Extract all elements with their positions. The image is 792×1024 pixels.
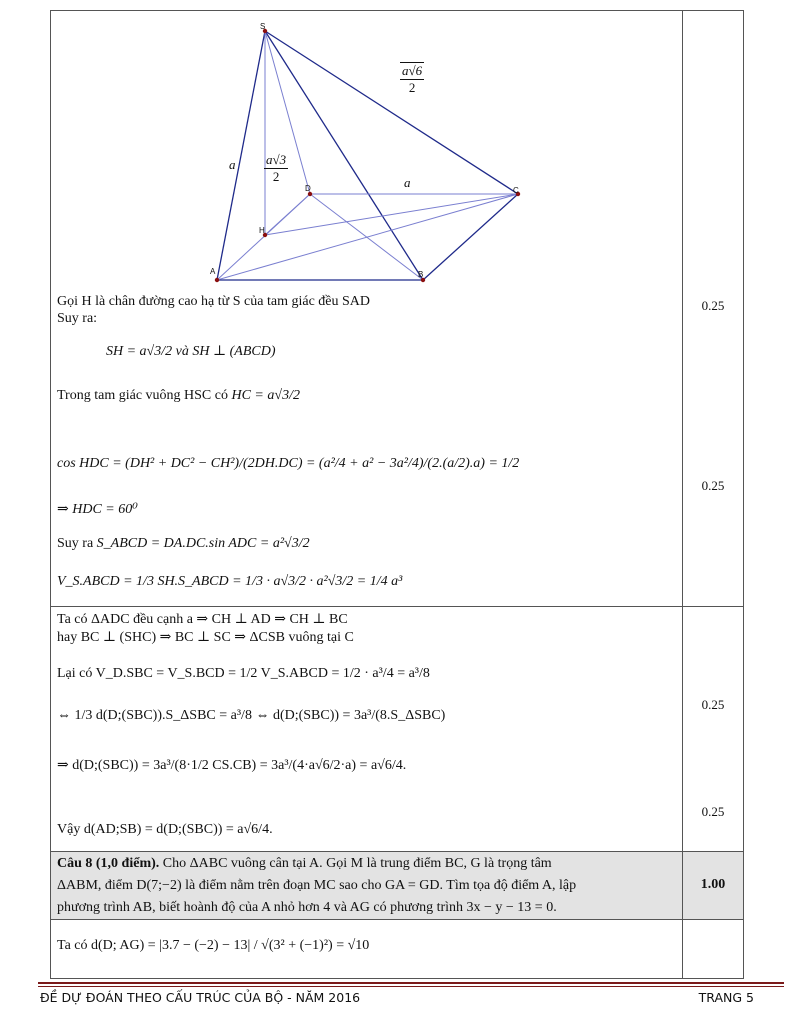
area-sentence: Suy ra S_ABCD = DA.DC.sin ADC = a²√3/2 [57,536,310,551]
score-column-divider [682,10,683,979]
part3-line1: Ta có d(D; AG) = |3.7 − (−2) − 13| / √(3² + (−1)²) = √10 [57,938,370,953]
hc-sentence: Trong tam giác vuông HSC có HC = a√3/2 [57,388,300,403]
footer-title: ĐỀ DỰ ĐOÁN THEO CẤU TRÚC CỦA BỘ - NĂM 2016 [40,990,361,1005]
length-sh: $\frac{a√3}{2}$ [266,152,287,184]
page-number: TRANG 5 [698,990,754,1005]
part2-line6: Vậy d(AD;SB) = d(D;(SBC)) = a√6/4. [57,822,273,837]
footer-rule [38,982,784,984]
label-b: B [418,270,424,279]
part2-line1: Ta có ΔADC đều cạnh a ⇒ CH ⊥ AD ⇒ CH ⊥ BC [57,612,348,627]
label-c: C [513,186,519,195]
q8-line3: phương trình AB, biết hoành độ của A nhỏ hơn 4 và AG có phương trình 3x − y − 13 = 0. [57,900,557,915]
sh-equation: SH = a√3/2 và SH ⊥ (ABCD) [106,344,276,359]
q8-score: 1.00 [700,877,726,892]
score-1: 0.25 [701,298,725,313]
part1-line1: Gọi H là chân đường cao hạ từ S của tam giác đều SAD [57,294,370,309]
volume-equation: V_S.ABCD = 1/3 SH.S_ABCD = 1/3 · a√3/2 · a²√3/2 = 1/4 a³ [57,574,403,589]
row-divider-2 [50,851,744,852]
footer-rule-thin [38,986,784,987]
score-4: 0.25 [701,804,725,819]
label-d: D [305,184,311,193]
q8-line2: ΔABM, điểm D(7;−2) là điểm nằm trên đoạn MC sao cho GA = GD. Tìm tọa độ điểm A, lập [57,878,577,893]
row-divider-3 [50,919,744,920]
part2-line4: ⇔ 1/3 d(D;(SBC)).S_ΔSBC = a³/8 ⇔ d(D;(SBC)) = 3a³/(8.S_ΔSBC) [57,708,446,723]
part2-line5: ⇒ d(D;(SBC)) = 3a³/(8·1/2 CS.CB) = 3a³/(4·a√6/2·a) = a√6/4. [57,758,407,773]
cos-equation: cos HDC = (DH² + DC² − CH²)/(2DH.DC) = (a²/4 + a² − 3a²/4)/(2.(a/2).a) = 1/2 [57,456,520,471]
length-sc: $\frac{a√6}{2}$ [402,63,423,95]
part2-line3: Lại có V_D.SBC = V_S.BCD = 1/2 V_S.ABCD = 1/2 · a³/4 = a³/8 [57,666,430,681]
q8-heading: Câu 8 (1,0 điểm). [57,856,160,871]
part1-line2: Suy ra: [57,311,98,326]
score-3: 0.25 [701,697,725,712]
label-h: H [259,226,265,235]
angle-result: ⇒ HDC = 60⁰ [57,502,138,517]
label-a: A [210,267,216,276]
label-s: S [260,22,266,31]
part2-line2: hay BC ⊥ (SHC) ⇒ BC ⊥ SC ⇒ ΔCSB vuông tại C [57,630,354,645]
score-2: 0.25 [701,478,725,493]
length-dc: a [404,175,411,190]
length-sa: a [229,157,236,172]
pyramid-figure [200,18,540,290]
q8-line1: Câu 8 (1,0 điểm). Cho ΔABC vuông cân tại A. Gọi M là trung điểm BC, G là trọng tâm [57,856,552,871]
row-divider-1 [50,606,744,607]
point-a [215,278,219,282]
